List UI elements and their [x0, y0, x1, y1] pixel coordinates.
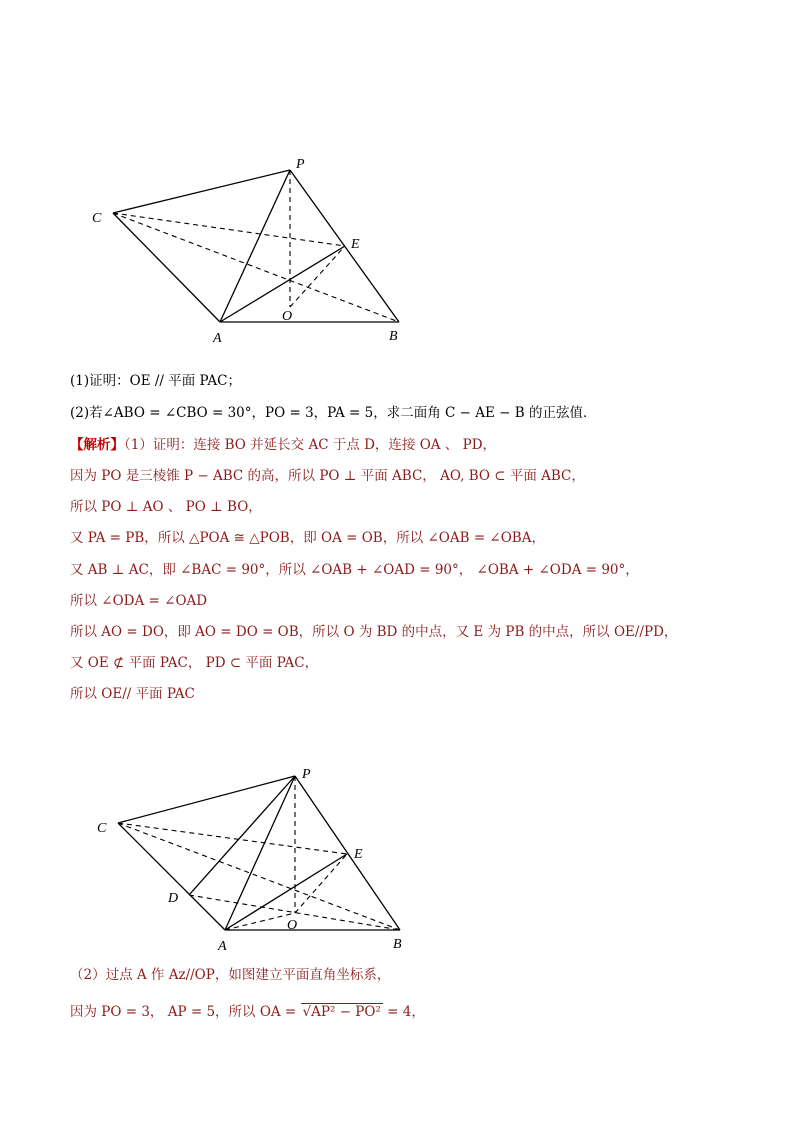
edge-pa — [225, 776, 295, 930]
figure-2-diagram — [0, 758, 794, 958]
label-b: B — [389, 329, 398, 344]
part2-line-1: （2）过点 A 作 Az//OP，如图建立平面直角坐标系， — [70, 967, 391, 983]
solution-line-8: 又 OE ⊄ 平面 PAC， PD ⊂ 平面 PAC， — [70, 655, 319, 671]
figure-2 — [0, 758, 794, 958]
edge-ca — [113, 213, 220, 322]
sqrt-expression: √AP² − PO² — [302, 1004, 381, 1020]
label-e: E — [351, 237, 360, 252]
label-d: D — [168, 891, 179, 906]
edge-ae — [225, 854, 347, 930]
edge-cb — [113, 213, 399, 322]
label-o: O — [282, 309, 293, 324]
edge-pd — [189, 776, 295, 895]
edge-pc — [113, 170, 290, 213]
solution-line-5: 又 AB ⊥ AC，即 ∠BAC = 90°，所以 ∠OAB + ∠OAD = 90°， ∠OBA + ∠ODA = 90°， — [70, 562, 639, 578]
label-c: C — [97, 821, 107, 836]
solution-line-9: 所以 OE// 平面 PAC — [70, 686, 195, 702]
part2-line-2: 因为 PO = 3， AP = 5，所以 OA = √AP² − PO² = 4， — [70, 1004, 425, 1020]
label-b: B — [393, 937, 402, 952]
question-part-1: (1)证明：OE // 平面 PAC； — [70, 373, 241, 389]
label-p: P — [296, 157, 305, 172]
solution-line-6: 所以 ∠ODA = ∠OAD — [70, 593, 208, 609]
edge-oe — [290, 246, 345, 307]
solution-line-4: 又 PA = PB，所以 △POA ≅ △POB，即 OA = OB，所以 ∠OAB = ∠OBA， — [70, 530, 545, 546]
question-part-2: (2)若∠ABO = ∠CBO = 30°，PO = 3，PA = 5，求二面角 C − AE − B 的正弦值． — [70, 405, 597, 421]
edge-ao — [225, 913, 295, 930]
label-p: P — [302, 767, 311, 782]
label-a: A — [213, 331, 222, 346]
solution-line-7: 所以 AO = DO，即 AO = DO = OB，所以 O 为 BD 的中点，又 E 为 PB 的中点，所以 OE//PD， — [70, 624, 678, 640]
edge-cb — [118, 823, 400, 930]
label-o: O — [287, 918, 298, 933]
edge-pb — [295, 776, 400, 930]
solution-tag: 【解析】 — [70, 437, 124, 453]
edge-pc — [118, 776, 295, 823]
figure-1 — [0, 150, 794, 350]
solution-line-1: 【解析】（1）证明：连接 BO 并延长交 AC 于点 D，连接 OA 、 PD， — [70, 437, 497, 453]
solution-line-3: 所以 PO ⊥ AO 、 PO ⊥ BO， — [70, 499, 262, 515]
solution-line-2: 因为 PO 是三棱锥 P − ABC 的高，所以 PO ⊥ 平面 ABC， AO, BO ⊂ 平面 ABC， — [70, 468, 585, 484]
edge-pa — [220, 170, 293, 324]
label-a: A — [218, 939, 227, 954]
edge-ce — [118, 823, 347, 854]
label-c: C — [92, 211, 102, 226]
edge-oe — [295, 854, 347, 913]
label-e: E — [354, 847, 363, 862]
figure-1-diagram — [0, 150, 794, 350]
edge-ca — [118, 823, 225, 930]
edge-ce — [113, 213, 345, 246]
